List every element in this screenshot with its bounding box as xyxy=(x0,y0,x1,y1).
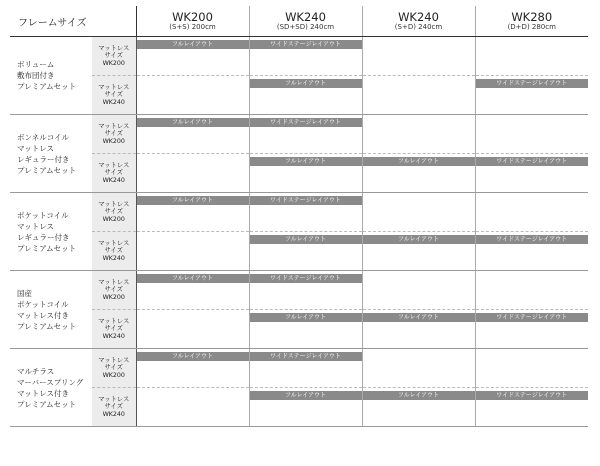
mattress-size-line: マットレス xyxy=(98,395,130,403)
series-name xyxy=(10,271,92,349)
wide-stage-layout-bar: ワイドステージレイアウト xyxy=(476,313,589,322)
series-name-line: プレミアムセット xyxy=(17,82,77,91)
mattress-size-cell xyxy=(92,271,136,310)
series-name xyxy=(10,115,92,193)
table-row xyxy=(10,310,588,349)
series-name-line: ボンネルコイル xyxy=(17,132,70,142)
mattress-size-cell xyxy=(92,388,136,427)
series-name-line: マットレス xyxy=(17,143,54,153)
mattress-size-line: マットレス xyxy=(98,239,130,247)
frame-size-label: フレームサイズ xyxy=(10,6,136,37)
table-body xyxy=(10,37,588,427)
table-row xyxy=(10,388,588,427)
layout-cell xyxy=(475,37,588,76)
layout-cell xyxy=(136,154,249,193)
wide-stage-layout-bar: ワイドステージレイアウト xyxy=(250,352,362,361)
layout-cell xyxy=(136,271,249,310)
layout-table xyxy=(10,6,588,427)
mattress-size-cell xyxy=(92,154,136,193)
full-layout-bar: フルレイアウト xyxy=(363,235,475,244)
column-model: WK280 xyxy=(511,9,553,24)
mattress-size-line: サイズ xyxy=(104,286,123,294)
layout-cell xyxy=(475,154,588,193)
series-name-line: プレミアムセット xyxy=(17,165,77,175)
series-name-line: マルチラス xyxy=(17,366,55,376)
mattress-size-cell xyxy=(92,115,136,154)
table-row xyxy=(10,154,588,193)
series-name xyxy=(10,349,92,427)
mattress-size-line: サイズ xyxy=(104,247,123,255)
series-name-line: ポケットコイル xyxy=(17,210,69,220)
layout-cell xyxy=(362,349,475,388)
full-layout-bar: フルレイアウト xyxy=(137,352,249,361)
wide-stage-layout-bar: ワイドステージレイアウト xyxy=(476,235,589,244)
series-name-line: プレミアムセット xyxy=(17,243,77,253)
wide-stage-layout-bar: ワイドステージレイアウト xyxy=(250,118,362,127)
mattress-size-line: サイズ xyxy=(104,208,123,216)
series-name xyxy=(10,37,92,115)
series-name-line: レギュラー付き xyxy=(17,232,70,242)
layout-cell xyxy=(362,310,475,349)
column-header xyxy=(362,6,475,37)
wide-stage-layout-bar: ワイドステージレイアウト xyxy=(476,391,589,400)
layout-cell xyxy=(362,193,475,232)
mattress-size-line: WK200 xyxy=(102,293,125,301)
full-layout-bar: フルレイアウト xyxy=(363,157,475,166)
mattress-size-line: マットレス xyxy=(98,278,130,286)
mattress-size-line: WK240 xyxy=(102,410,125,418)
layout-cell xyxy=(249,271,362,310)
layout-cell xyxy=(362,271,475,310)
layout-cell xyxy=(136,349,249,388)
table-row xyxy=(10,76,588,115)
full-layout-bar: フルレイアウト xyxy=(137,118,249,127)
layout-cell xyxy=(136,193,249,232)
layout-cell xyxy=(362,154,475,193)
column-sub: (S+D) 240cm xyxy=(394,22,443,31)
mattress-size-line: サイズ xyxy=(104,52,123,60)
wide-stage-layout-bar: ワイドステージレイアウト xyxy=(476,157,589,166)
layout-cell xyxy=(249,193,362,232)
column-header xyxy=(475,6,588,37)
layout-cell xyxy=(475,193,588,232)
table-row xyxy=(10,349,588,388)
layout-cell xyxy=(475,76,588,115)
mattress-size-line: マットレス xyxy=(98,317,130,325)
mattress-size-cell xyxy=(92,37,136,76)
table-row xyxy=(10,115,588,154)
series-name-line: マットレス付き xyxy=(17,310,69,320)
mattress-size-line: WK200 xyxy=(102,59,125,67)
series-name-line: ポケットコイル xyxy=(17,299,69,309)
series-name-line: ボリューム xyxy=(17,60,55,69)
layout-cell xyxy=(362,232,475,271)
mattress-size-line: マットレス xyxy=(98,44,130,52)
mattress-size-line: サイズ xyxy=(104,91,123,99)
full-layout-bar: フルレイアウト xyxy=(137,40,249,49)
mattress-size-line: WK240 xyxy=(102,176,125,184)
layout-cell xyxy=(475,271,588,310)
full-layout-bar: フルレイアウト xyxy=(250,391,362,400)
layout-cell xyxy=(249,232,362,271)
layout-cell xyxy=(249,115,362,154)
full-layout-bar: フルレイアウト xyxy=(137,274,249,283)
mattress-size-line: WK200 xyxy=(102,371,125,379)
wide-stage-layout-bar: ワイドステージレイアウト xyxy=(476,79,589,88)
layout-cell xyxy=(362,115,475,154)
layout-cell xyxy=(475,232,588,271)
mattress-size-line: サイズ xyxy=(104,325,123,333)
mattress-size-cell xyxy=(92,310,136,349)
column-sub: (D+D) 280cm xyxy=(507,22,556,31)
layout-cell xyxy=(136,76,249,115)
layout-cell xyxy=(136,37,249,76)
layout-cell xyxy=(362,388,475,427)
mattress-size-line: サイズ xyxy=(104,364,123,372)
table-row xyxy=(10,37,588,76)
series-name xyxy=(10,193,92,271)
column-header xyxy=(136,6,249,37)
layout-cell xyxy=(136,388,249,427)
series-name-line: プレミアムセット xyxy=(17,321,77,331)
layout-cell xyxy=(249,154,362,193)
mattress-size-line: WK240 xyxy=(102,254,125,262)
mattress-size-cell xyxy=(92,232,136,271)
mattress-size-line: マットレス xyxy=(98,83,130,91)
table-row xyxy=(10,232,588,271)
mattress-size-cell xyxy=(92,76,136,115)
mattress-size-line: WK240 xyxy=(102,98,125,106)
mattress-size-line: サイズ xyxy=(104,169,123,177)
mattress-size-line: マットレス xyxy=(98,200,130,208)
mattress-size-line: WK200 xyxy=(102,137,125,145)
layout-cell xyxy=(249,76,362,115)
full-layout-bar: フルレイアウト xyxy=(363,313,475,322)
table-row xyxy=(10,271,588,310)
wide-stage-layout-bar: ワイドステージレイアウト xyxy=(250,40,362,49)
mattress-size-line: マットレス xyxy=(98,356,130,364)
mattress-size-cell xyxy=(92,349,136,388)
full-layout-bar: フルレイアウト xyxy=(363,391,475,400)
full-layout-bar: フルレイアウト xyxy=(250,157,362,166)
full-layout-bar: フルレイアウト xyxy=(250,235,362,244)
column-model: WK240 xyxy=(398,9,439,24)
mattress-size-line: WK200 xyxy=(102,215,125,223)
layout-cell xyxy=(475,310,588,349)
header-row xyxy=(10,6,588,37)
layout-cell xyxy=(136,310,249,349)
series-name-line: マットレス xyxy=(17,221,54,231)
mattress-size-line: マットレス xyxy=(98,161,130,169)
column-sub: (SD+SD) 240cm xyxy=(276,22,335,31)
wide-stage-layout-bar: ワイドステージレイアウト xyxy=(250,274,362,283)
layout-cell xyxy=(362,37,475,76)
column-sub: (S+S) 200cm xyxy=(169,22,216,31)
full-layout-bar: フルレイアウト xyxy=(250,79,362,88)
mattress-size-line: サイズ xyxy=(104,130,123,138)
series-name-line: マットレス付き xyxy=(17,388,69,398)
layout-cell xyxy=(475,115,588,154)
mattress-size-cell xyxy=(92,193,136,232)
column-header xyxy=(249,6,362,37)
mattress-size-line: マットレス xyxy=(98,122,130,130)
series-name-line: 国産 xyxy=(17,288,32,298)
series-name-line: 敷布団付き xyxy=(17,71,55,80)
layout-cell xyxy=(249,37,362,76)
mattress-size-line: WK240 xyxy=(102,332,125,340)
layout-cell xyxy=(136,115,249,154)
mattress-size-line: サイズ xyxy=(104,403,123,411)
table-row xyxy=(10,193,588,232)
layout-cell xyxy=(249,388,362,427)
full-layout-bar: フルレイアウト xyxy=(250,313,362,322)
layout-cell xyxy=(136,232,249,271)
layout-cell xyxy=(475,388,588,427)
column-model: WK200 xyxy=(172,9,213,24)
layout-cell xyxy=(249,310,362,349)
series-name-line: マーバースプリング xyxy=(17,377,84,387)
column-model: WK240 xyxy=(285,9,326,24)
full-layout-bar: フルレイアウト xyxy=(137,196,249,205)
wide-stage-layout-bar: ワイドステージレイアウト xyxy=(250,196,362,205)
layout-cell xyxy=(362,76,475,115)
layout-cell xyxy=(249,349,362,388)
series-name-line: プレミアムセット xyxy=(17,399,77,409)
series-name-line: レギュラー付き xyxy=(17,154,70,164)
layout-cell xyxy=(475,349,588,388)
